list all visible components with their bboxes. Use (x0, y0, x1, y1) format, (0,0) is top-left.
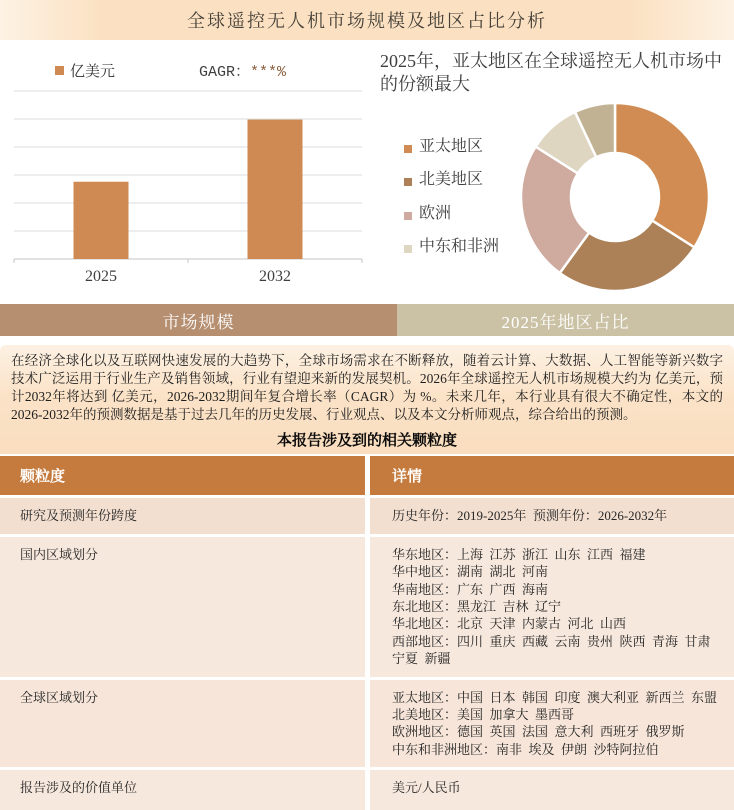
x-axis-label: 2032 (259, 268, 291, 285)
report-banner (0, 0, 734, 40)
legend-label: 中东和非洲 (419, 238, 500, 256)
page-title: 全球遥控无人机市场规模及地区占比分析 (187, 11, 547, 31)
detail-line: 西部地区：四川 重庆 西藏 云南 贵州 陕西 青海 甘肃 宁夏 新疆 (392, 633, 718, 667)
donut-legend (404, 138, 501, 272)
tab-region-share-label: 2025年地区占比 (501, 312, 630, 332)
charts-section (0, 40, 734, 304)
summary-panel (0, 345, 734, 454)
legend-item (404, 238, 501, 256)
cagr-label: GAGR： (199, 64, 251, 81)
legend-label: 欧洲 (419, 204, 452, 222)
granularity-table (0, 456, 734, 810)
detail-line: 北美地区：美国 加拿大 墨西哥 (392, 706, 575, 722)
bar-2032 (248, 120, 303, 259)
legend-swatch-icon (404, 178, 412, 186)
detail-line: 华东地区：上海 江苏 浙江 山东 江西 福建 (392, 546, 646, 562)
legend-swatch-icon (55, 66, 64, 75)
detail-line: 中东和非洲地区：南非 埃及 伊朗 沙特阿拉伯 (392, 741, 659, 757)
legend-label: 亚太地区 (419, 138, 484, 155)
unit-legend-label: 亿美元 (70, 64, 116, 80)
detail-line: 华北地区：北京 天津 内蒙古 河北 山西 (392, 616, 627, 632)
table-row (0, 680, 734, 768)
table-header-details: 详情 (370, 456, 734, 495)
granularity-table-body (0, 498, 734, 810)
table-header-row (0, 456, 734, 495)
legend-item (404, 205, 501, 223)
detail-line: 华南地区：广东 广西 海南 (392, 581, 549, 597)
row-label-cell: 报告涉及的价值单位 (0, 770, 365, 810)
bar-chart-svg (0, 83, 370, 295)
legend-label: 北美地区 (419, 171, 484, 189)
row-details-cell (370, 680, 734, 768)
legend-item (404, 171, 501, 189)
donut-chart (370, 40, 734, 304)
detail-line: 美元/人民币 (392, 780, 461, 796)
legend-swatch-icon (404, 245, 412, 253)
legend-item (404, 138, 501, 156)
x-axis-label: 2025 (85, 268, 117, 285)
legend-swatch-icon (404, 212, 412, 220)
spacer (0, 336, 734, 345)
table-row (0, 770, 734, 810)
donut-chart-svg (513, 100, 718, 296)
donut-chart-title: 2025年，亚太地区在全球遥控无人机市场中的份额最大 (380, 51, 722, 95)
detail-line: 亚太地区：中国 日本 韩国 印度 澳大利亚 新西兰 东盟 (392, 689, 718, 705)
row-label-cell: 研究及预测年份跨度 (0, 498, 365, 533)
detail-line: 欧洲地区：德国 英国 法国 意大利 西班牙 俄罗斯 (392, 724, 685, 740)
row-details-cell (370, 537, 734, 677)
cagr-masked-value: ***% (250, 64, 287, 81)
bar-chart (0, 40, 370, 304)
row-label-cell: 全球区域划分 (0, 680, 365, 768)
bar-2025 (74, 182, 129, 259)
table-row (0, 498, 734, 533)
tab-bar (0, 304, 734, 336)
summary-paragraph: 在经济全球化以及互联网快速发展的大趋势下，全球市场需求在不断释放，随着云计算、大数据、人工智能等新兴数字技术广泛运用于行业生产及销售领域，行业有望迎来新的发展契机。2026年全球遥控无人机市场规模大约为 亿美元，预计2032年将达到 亿美元，2026-2032期间年复合增长率（CAGR）为 %。未来几年，本行业具有很大不确定性，本文的2026-2032年的预测数据是基于过去几年的历史发展、行业观点、以及本文分析师观点，综合给出的预测。 (11, 353, 723, 423)
tab-market-size[interactable] (0, 304, 397, 336)
row-label-cell: 国内区域划分 (0, 537, 365, 677)
tab-region-share[interactable] (397, 304, 734, 336)
table-row (0, 537, 734, 677)
detail-line: 华中地区：湖南 湖北 河南 (392, 564, 549, 580)
detail-line: 东北地区：黑龙江 吉林 辽宁 (392, 598, 562, 614)
cagr-text (199, 60, 286, 81)
row-details-cell (370, 498, 734, 533)
legend-swatch-icon (404, 145, 412, 153)
row-details-cell (370, 770, 734, 810)
table-header-granularity: 颗粒度 (0, 456, 365, 495)
detail-line: 历史年份：2019-2025年 预测年份：2026-2032年 (392, 508, 668, 524)
tab-market-size-label: 市场规模 (162, 312, 235, 332)
donut-wrap (513, 100, 718, 301)
bar-chart-legend (55, 60, 370, 81)
granularity-section-title: 本报告涉及到的相关颗粒度 (276, 432, 457, 450)
